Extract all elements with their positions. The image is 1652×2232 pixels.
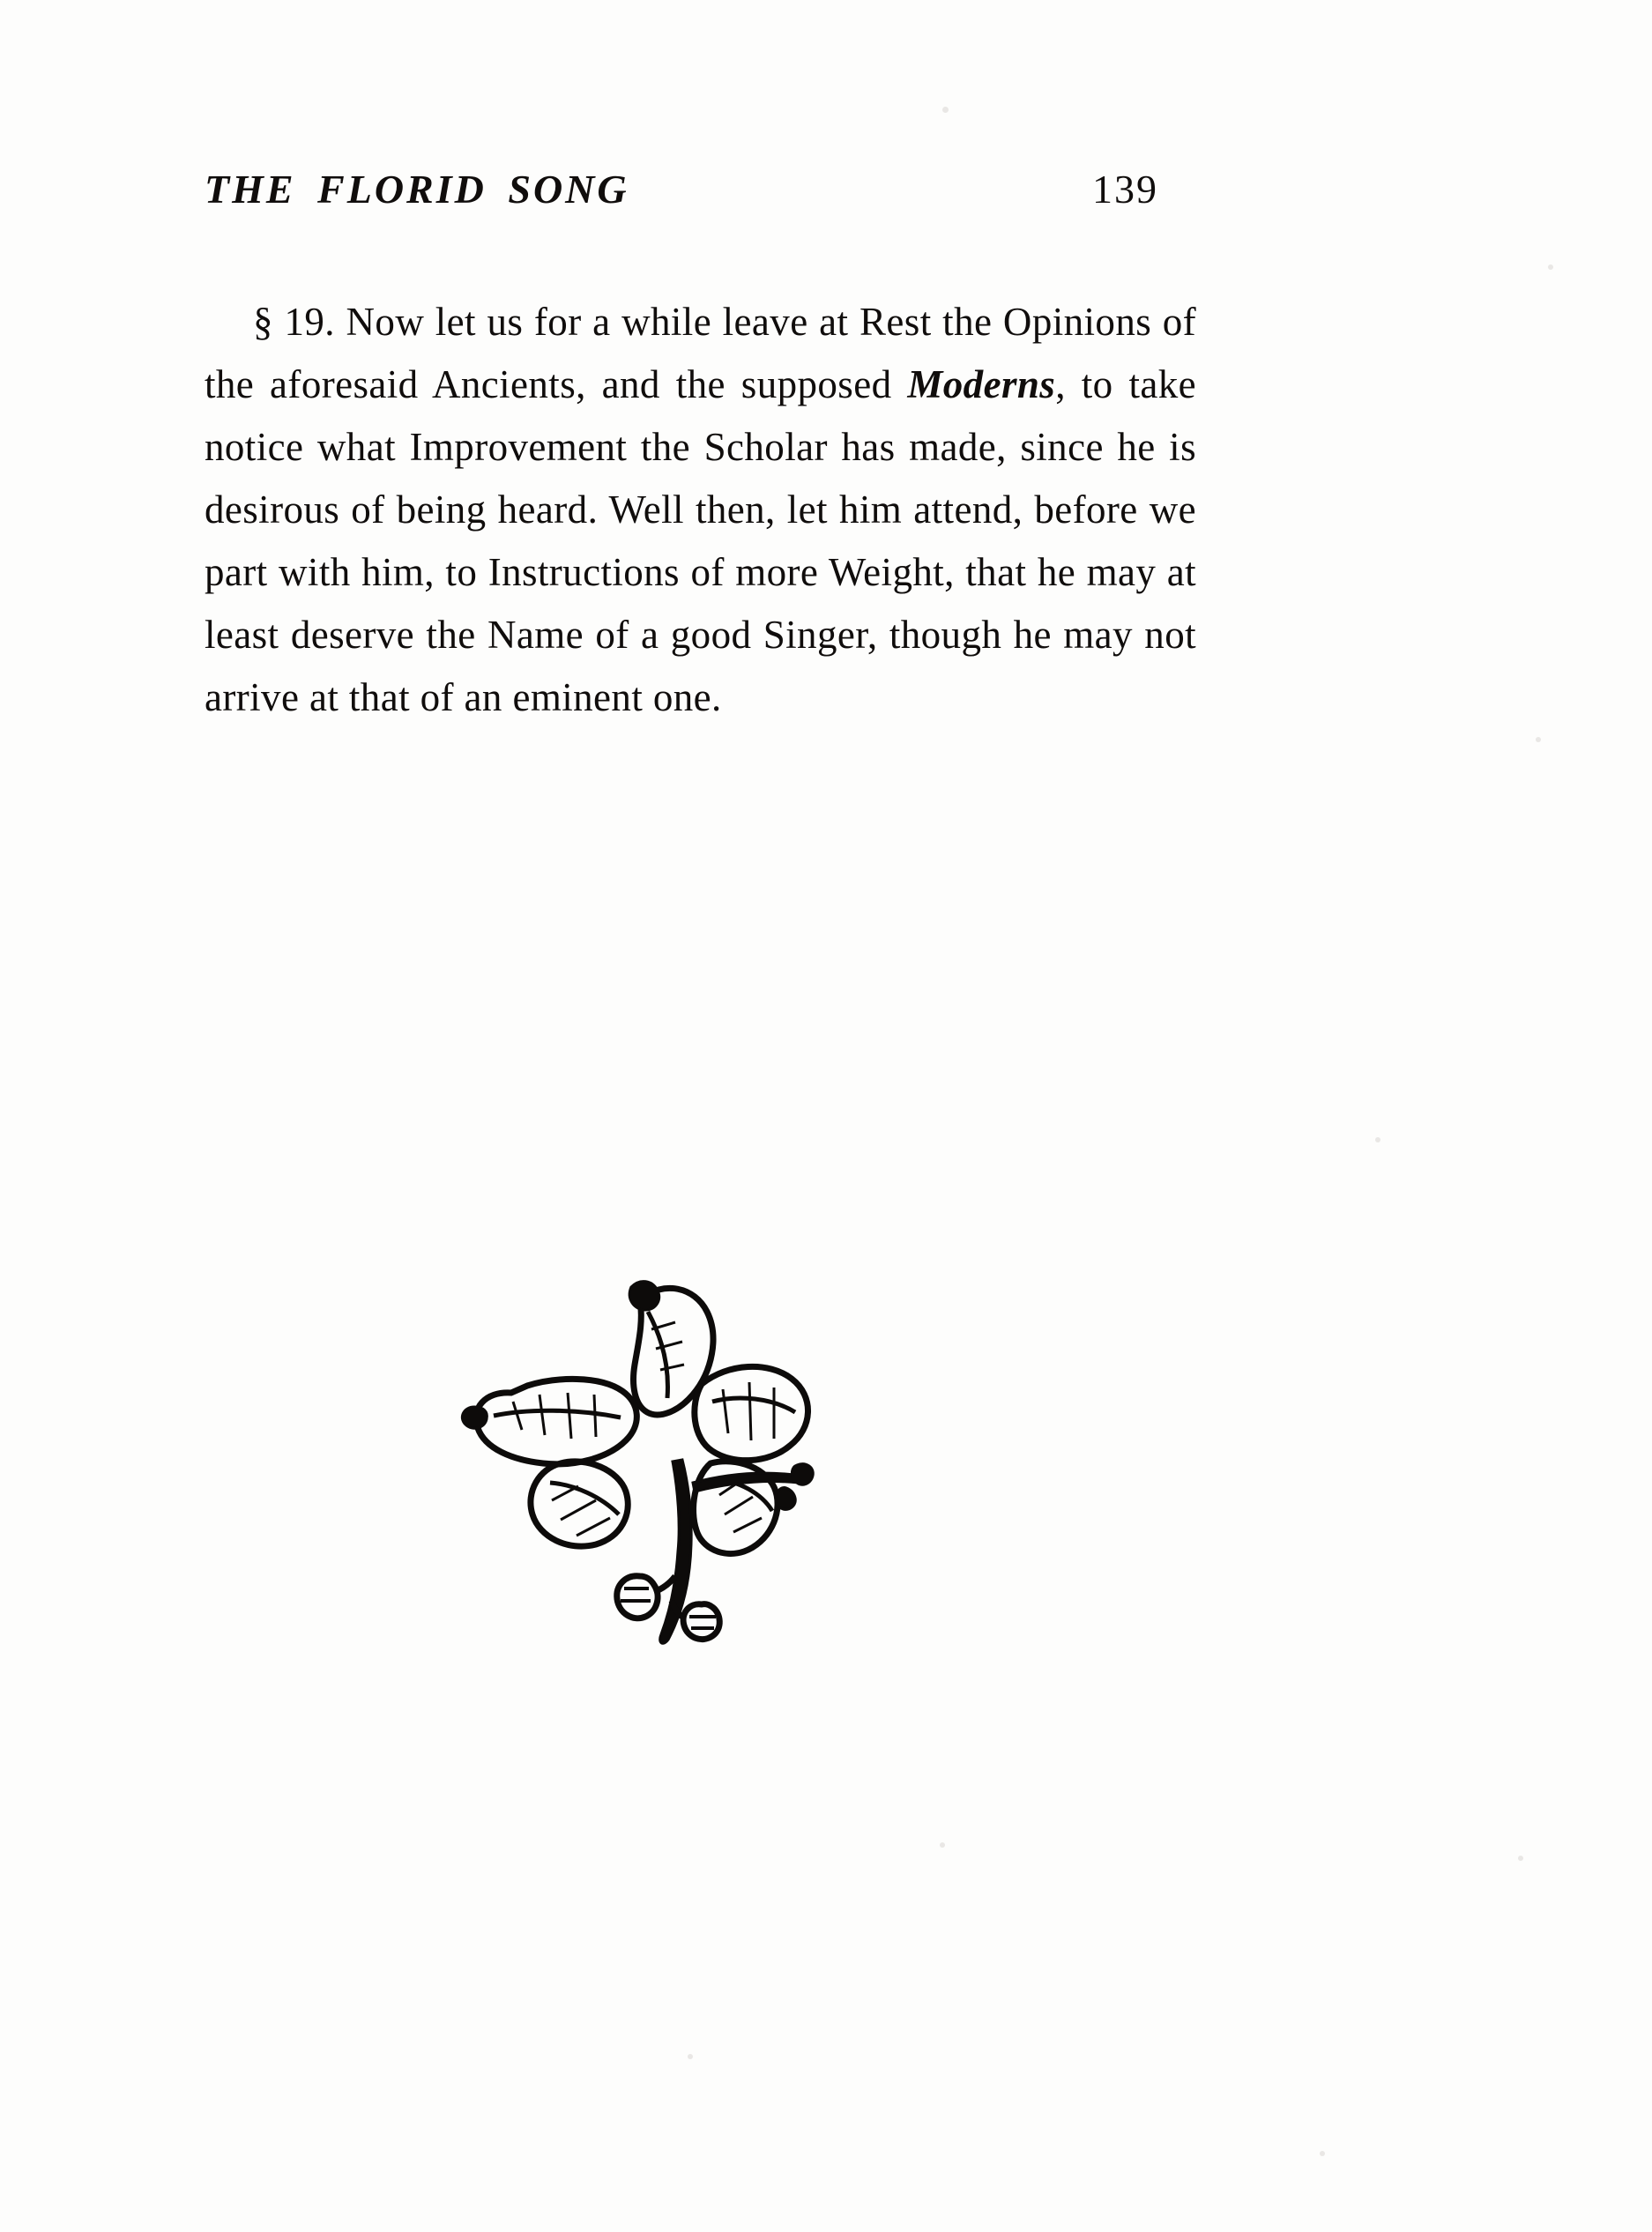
paper-speck [1518, 1856, 1523, 1861]
paragraph-italic-word: Moderns [907, 362, 1056, 406]
running-head-title: THE FLORID SONG [205, 167, 629, 212]
paper-speck [1375, 1137, 1380, 1142]
page-number: 139 [1092, 167, 1158, 212]
paper-speck [1536, 737, 1541, 742]
body-text-block [205, 291, 1196, 729]
paper-speck [940, 1842, 945, 1848]
paper-speck [688, 2054, 693, 2059]
paper-speck [1320, 2151, 1325, 2156]
paragraph-section-19 [205, 291, 1196, 729]
floral-leaf-sprig-ornament [458, 1261, 899, 1701]
running-head [205, 166, 1201, 227]
section-mark: § 19. [253, 300, 335, 344]
paper-speck [1548, 264, 1553, 270]
paragraph-text-part-2: , to take notice what Improvement the Scholar has made, since he is desirous of being heard. Well then, let him attend, before we part with him, to Instructions of more Weight, that he may at least deserve the Name of a good Singer, though he may not arrive at that of an eminent one. [205, 362, 1196, 719]
paper-speck [942, 107, 949, 113]
paragraph-text-part-1: Now let us for a while leave at Rest the Opinions of the aforesaid Ancients, and the supposed [205, 300, 1196, 406]
